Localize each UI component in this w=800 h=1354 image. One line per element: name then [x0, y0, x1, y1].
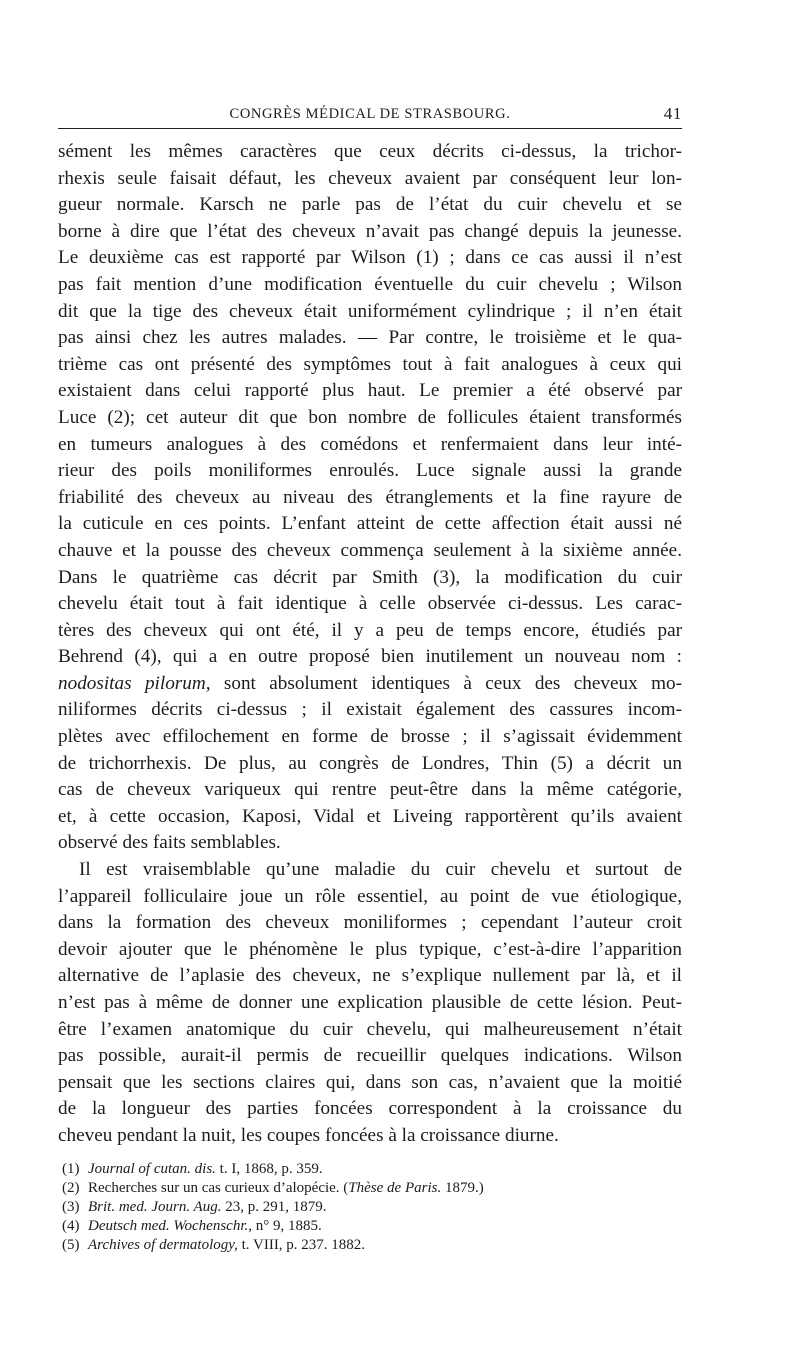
italic-term: nodositas pilorum, — [58, 672, 211, 694]
footnote: (1) Journal of cutan. dis. t. I, 1868, p. 359. — [62, 1160, 682, 1179]
footnote-number: (1) — [62, 1160, 80, 1177]
text-line: existaient dans celui rapporté plus haut. Le premier a été observé par — [58, 380, 682, 402]
text-line: rieur des poils moniliformes enroulés. Luce signale aussi la grande — [58, 460, 682, 482]
text-line: Le deuxième cas est rapporté par Wilson (1) ; dans ce cas aussi il n’est — [58, 247, 682, 269]
text-line: rhexis seule faisait défaut, les cheveux avaient par conséquent leur lon- — [58, 167, 682, 189]
text-line: de la longueur des parties foncées correspondent à la croissance du — [58, 1098, 682, 1120]
text-line: chauve et la pousse des cheveux commença seulement à la sixième année. — [58, 539, 682, 561]
footnote: (3) Brit. med. Journ. Aug. 23, p. 291, 1879. — [62, 1198, 682, 1217]
text-line: Behrend (4), qui a en outre proposé bien inutilement un nouveau nom : — [58, 646, 682, 668]
text-line: observé des faits semblables. — [58, 832, 281, 854]
footnote-number: (2) — [62, 1179, 80, 1196]
running-head — [58, 100, 682, 128]
footnote-number: (4) — [62, 1218, 80, 1235]
text-line: nodositas pilorum, sont absolument identiques à ceux des cheveux mo- — [58, 672, 682, 694]
text-line: gueur normale. Karsch ne parle pas de l’état du cuir chevelu et se — [58, 194, 682, 216]
text-line: alternative de l’aplasie des cheveux, ne s’explique nullement par là, et il — [58, 965, 682, 987]
text-line: cheveu pendant la nuit, les coupes foncées à la croissance diurne. — [58, 1124, 559, 1146]
text-line: pas ainsi chez les autres malades. — Par contre, le troisième et le qua- — [58, 327, 682, 349]
text-line: dans la formation des cheveux moniliformes ; cependant l’auteur croit — [58, 912, 682, 934]
text-line: pas possible, aurait-il permis de recueillir quelques indications. Wilson — [58, 1045, 682, 1067]
header-rule — [58, 128, 682, 129]
footnote-number: (3) — [62, 1198, 80, 1215]
footnote-source: Journal of cutan. dis. — [88, 1160, 216, 1177]
text-line: être l’examen anatomique du cuir chevelu, qui malheureusement n’était — [58, 1018, 682, 1040]
footnote-source: Brit. med. Journ. Aug. — [88, 1198, 222, 1215]
page-number: 41 — [663, 104, 682, 123]
text-line: et, à cette occasion, Kaposi, Vidal et Liveing rapportèrent qu’ils avaient — [58, 805, 682, 827]
text-line: friabilité des cheveux au niveau des étranglements et la fine rayure de — [58, 486, 682, 508]
footnote-number: (5) — [62, 1237, 80, 1254]
text-line: borne à dire que l’état des cheveux n’avait pas changé depuis la jeunesse. — [58, 220, 682, 242]
text-line: plètes avec effilochement en forme de brosse ; il s’agissait évidemment — [58, 726, 682, 748]
footnote-source: Archives of dermatology, — [88, 1237, 238, 1254]
text-line: de trichorrhexis. De plus, au congrès de Londres, Thin (5) a décrit un — [58, 752, 682, 774]
text-line: Luce (2); cet auteur dit que bon nombre de follicules étaient transformés — [58, 406, 682, 428]
text-line: trième cas ont présenté des symptômes tout à fait analogues à ceux qui — [58, 353, 682, 375]
text-line: dit que la tige des cheveux était uniformément cylindrique ; il n’en était — [58, 300, 682, 322]
text-line: la cuticule en ces points. L’enfant atteint de cette affection était aussi né — [58, 513, 682, 535]
text-line: chevelu était tout à fait identique à celle observée ci-dessus. Les carac- — [58, 593, 682, 615]
text-line: l’appareil folliculaire joue un rôle essentiel, au point de vue étiologique, — [58, 885, 682, 907]
text-line: Il est vraisemblable qu’une maladie du cuir chevelu et surtout de — [79, 859, 682, 881]
text-line: sément les mêmes caractères que ceux décrits ci-dessus, la trichor- — [58, 141, 682, 162]
text-line: Dans le quatrième cas décrit par Smith (3), la modification du cuir — [58, 566, 682, 588]
footnote: (5) Archives of dermatology, t. VIII, p. 237. 1882. — [62, 1236, 682, 1255]
footnote: (4) Deutsch med. Wochenschr., n° 9, 1885. — [62, 1217, 682, 1236]
footnote: (2) Recherches sur un cas curieux d’alopécie. (Thèse de Paris. 1879.) — [62, 1179, 682, 1198]
footnotes — [62, 1160, 682, 1256]
text-line: niliformes décrits ci-dessus ; il existait également des cassures incom- — [58, 699, 682, 721]
text-line: pensait que les sections claires qui, dans son cas, n’avaient que la moitié — [58, 1071, 682, 1093]
running-title: CONGRÈS MÉDICAL DE STRASBOURG. — [229, 106, 511, 122]
text-line: en tumeurs analogues à des comédons et renfermaient dans leur inté- — [58, 433, 682, 455]
footnote-source: Deutsch med. Wochenschr. — [88, 1218, 249, 1235]
footnote-source: Thèse de Paris. — [348, 1179, 442, 1196]
body-text — [58, 139, 682, 1150]
text-line: tères des cheveux qui ont été, il y a peu de temps encore, étudiés par — [58, 619, 682, 641]
text-line: pas fait mention d’une modification éventuelle du cuir chevelu ; Wilson — [58, 273, 682, 295]
text-line: n’est pas à même de donner une explication plausible de cette lésion. Peut- — [58, 992, 682, 1013]
text-line: devoir ajouter que le phénomène le plus typique, c’est-à-dire l’apparition — [58, 938, 682, 960]
text-line: cas de cheveux variqueux qui rentre peut-être dans la même catégorie, — [58, 779, 682, 801]
document-page — [58, 100, 682, 1256]
